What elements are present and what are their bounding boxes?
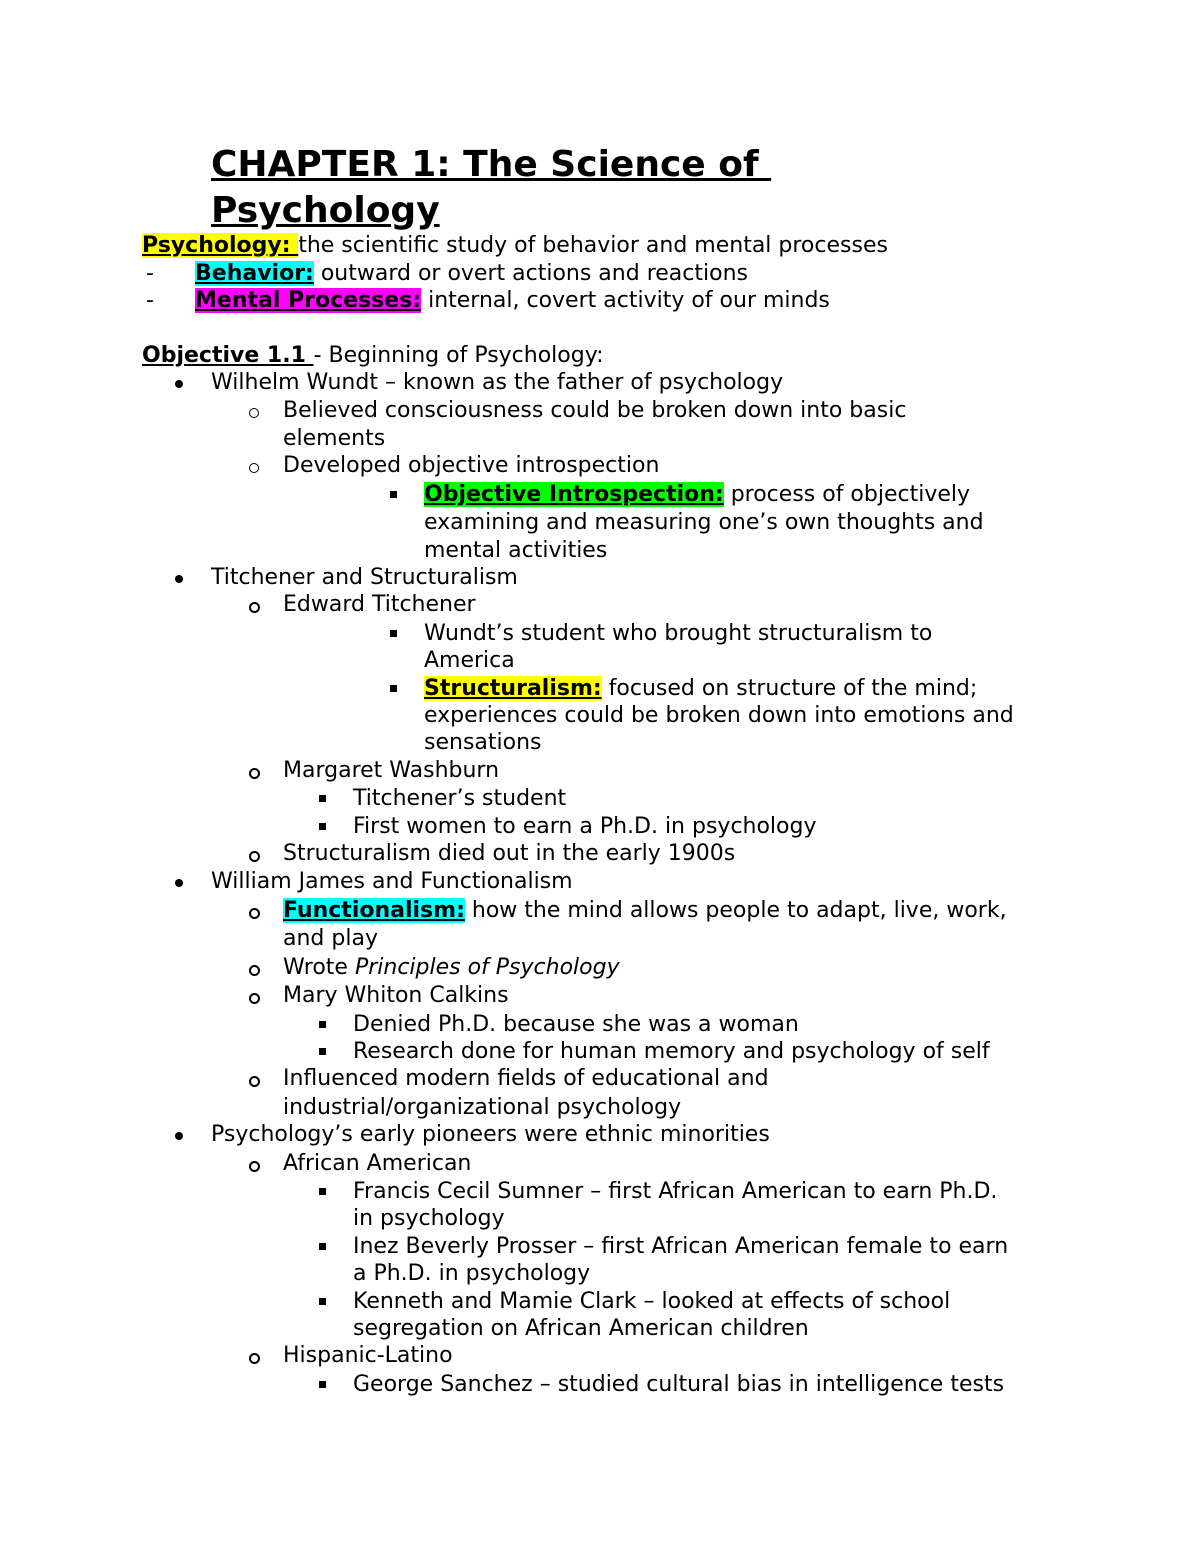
wundt-point-2: Developed objective introspection bbox=[283, 453, 660, 478]
bullet-square bbox=[319, 795, 326, 802]
structuralism-line-3: sensations bbox=[424, 730, 542, 755]
dash-bullet: - bbox=[146, 288, 154, 313]
calkins-point-1: Denied Ph.D. because she was a woman bbox=[353, 1012, 799, 1037]
objective-introspection-line-2: examining and measuring one’s own thoughts and bbox=[424, 510, 984, 535]
term-structuralism: Structuralism: bbox=[424, 676, 602, 701]
bullet-ring bbox=[249, 602, 260, 613]
bullet-square bbox=[390, 685, 397, 692]
bullet-ring bbox=[249, 965, 260, 976]
influenced-line-2: industrial/organizational psychology bbox=[283, 1095, 682, 1120]
definition-mental-processes-text: internal, covert activity of our minds bbox=[421, 288, 830, 313]
bullet-dot bbox=[175, 380, 183, 388]
bullet-square bbox=[319, 1243, 326, 1250]
prosser-line-2: a Ph.D. in psychology bbox=[353, 1261, 591, 1286]
term-functionalism: Functionalism: bbox=[283, 898, 465, 923]
clark-line-1: Kenneth and Mamie Clark – looked at effects of school bbox=[353, 1289, 951, 1314]
objective-introspection-definition bbox=[424, 481, 970, 509]
bullet-square bbox=[390, 491, 397, 498]
bullet-ring bbox=[249, 851, 260, 862]
structuralism-definition bbox=[424, 675, 977, 703]
bullet-ring bbox=[249, 408, 259, 418]
definition-psychology-text: the scientific study of behavior and mental processes bbox=[298, 233, 888, 258]
wundt-point-1-line-2: elements bbox=[283, 426, 386, 451]
wundt-heading: Wilhelm Wundt – known as the father of psychology bbox=[211, 370, 784, 395]
bullet-ring bbox=[249, 1076, 260, 1087]
structuralism-line-1: focused on structure of the mind; bbox=[601, 676, 978, 701]
bullet-dot bbox=[175, 879, 183, 887]
definition-behavior bbox=[195, 260, 748, 288]
bullet-square bbox=[319, 1021, 326, 1028]
margaret-point-1: Titchener’s student bbox=[353, 786, 567, 811]
book-title: Principles of Psychology bbox=[354, 955, 620, 980]
hispanic-latino: Hispanic-Latino bbox=[283, 1343, 453, 1368]
margaret-point-2: First women to earn a Ph.D. in psychology bbox=[353, 814, 817, 839]
definition-psychology bbox=[142, 232, 888, 260]
bullet-dot bbox=[175, 1132, 183, 1140]
term-objective-introspection: Objective Introspection: bbox=[424, 482, 724, 507]
bullet-ring bbox=[249, 1353, 260, 1364]
functionalism-line-1: how the mind allows people to adapt, live, work, bbox=[464, 898, 1007, 923]
bullet-square bbox=[319, 1381, 326, 1388]
objective-introspection-line-3: mental activities bbox=[424, 538, 608, 563]
functionalism-line-2: and play bbox=[283, 926, 378, 951]
bullet-square bbox=[319, 1048, 326, 1055]
wrote-label: Wrote bbox=[283, 955, 355, 980]
term-behavior: Behavior: bbox=[195, 261, 314, 286]
definition-mental-processes bbox=[195, 287, 830, 315]
dash-bullet: - bbox=[146, 261, 154, 286]
edward-titchener: Edward Titchener bbox=[283, 592, 476, 617]
definition-behavior-text: outward or overt actions and reactions bbox=[313, 261, 748, 286]
clark-line-2: segregation on African American children bbox=[353, 1316, 809, 1341]
sanchez: George Sanchez – studied cultural bias in intelligence tests bbox=[353, 1372, 1005, 1397]
page-title-line-1: CHAPTER 1: The Science of bbox=[211, 144, 772, 185]
objective-text: - Beginning of Psychology: bbox=[313, 343, 604, 368]
pioneers-heading: Psychology’s early pioneers were ethnic minorities bbox=[211, 1122, 770, 1147]
margaret-washburn: Margaret Washburn bbox=[283, 758, 500, 783]
sumner-line-1: Francis Cecil Sumner – first African American to earn Ph.D. bbox=[353, 1179, 998, 1204]
edward-point-1-line-2: America bbox=[424, 648, 515, 673]
bullet-ring bbox=[249, 993, 260, 1004]
objective-introspection-line-1: process of objectively bbox=[723, 482, 971, 507]
bullet-dot bbox=[175, 575, 183, 583]
bullet-ring bbox=[249, 768, 260, 779]
bullet-ring bbox=[249, 463, 259, 473]
structuralism-line-2: experiences could be broken down into emotions and bbox=[424, 703, 1014, 728]
term-mental-processes: Mental Processes: bbox=[195, 288, 422, 313]
objective-heading bbox=[142, 342, 604, 370]
prosser-line-1: Inez Beverly Prosser – first African American female to earn bbox=[353, 1234, 1009, 1259]
functionalism-definition bbox=[283, 897, 1007, 925]
bullet-square bbox=[390, 630, 397, 637]
james-heading: William James and Functionalism bbox=[211, 869, 573, 894]
bullet-square bbox=[319, 1188, 326, 1195]
influenced-line-1: Influenced modern fields of educational and bbox=[283, 1066, 769, 1091]
african-american: African American bbox=[283, 1151, 472, 1176]
wundt-point-1-line-1: Believed consciousness could be broken down into basic bbox=[283, 398, 907, 423]
structuralism-died: Structuralism died out in the early 1900s bbox=[283, 841, 736, 866]
bullet-square bbox=[319, 1298, 326, 1305]
objective-label: Objective 1.1 bbox=[142, 343, 314, 368]
term-psychology: Psychology: bbox=[142, 233, 299, 258]
sumner-line-2: in psychology bbox=[353, 1206, 505, 1231]
calkins-point-2: Research done for human memory and psychology of self bbox=[353, 1039, 990, 1064]
page-title-line-2: Psychology bbox=[211, 190, 440, 231]
bullet-ring bbox=[249, 908, 260, 919]
bullet-ring bbox=[249, 1161, 260, 1172]
james-wrote bbox=[283, 954, 620, 982]
titchener-heading: Titchener and Structuralism bbox=[211, 565, 518, 590]
bullet-square bbox=[319, 823, 326, 830]
mary-whiton-calkins: Mary Whiton Calkins bbox=[283, 983, 509, 1008]
edward-point-1-line-1: Wundt’s student who brought structuralism to bbox=[424, 621, 933, 646]
